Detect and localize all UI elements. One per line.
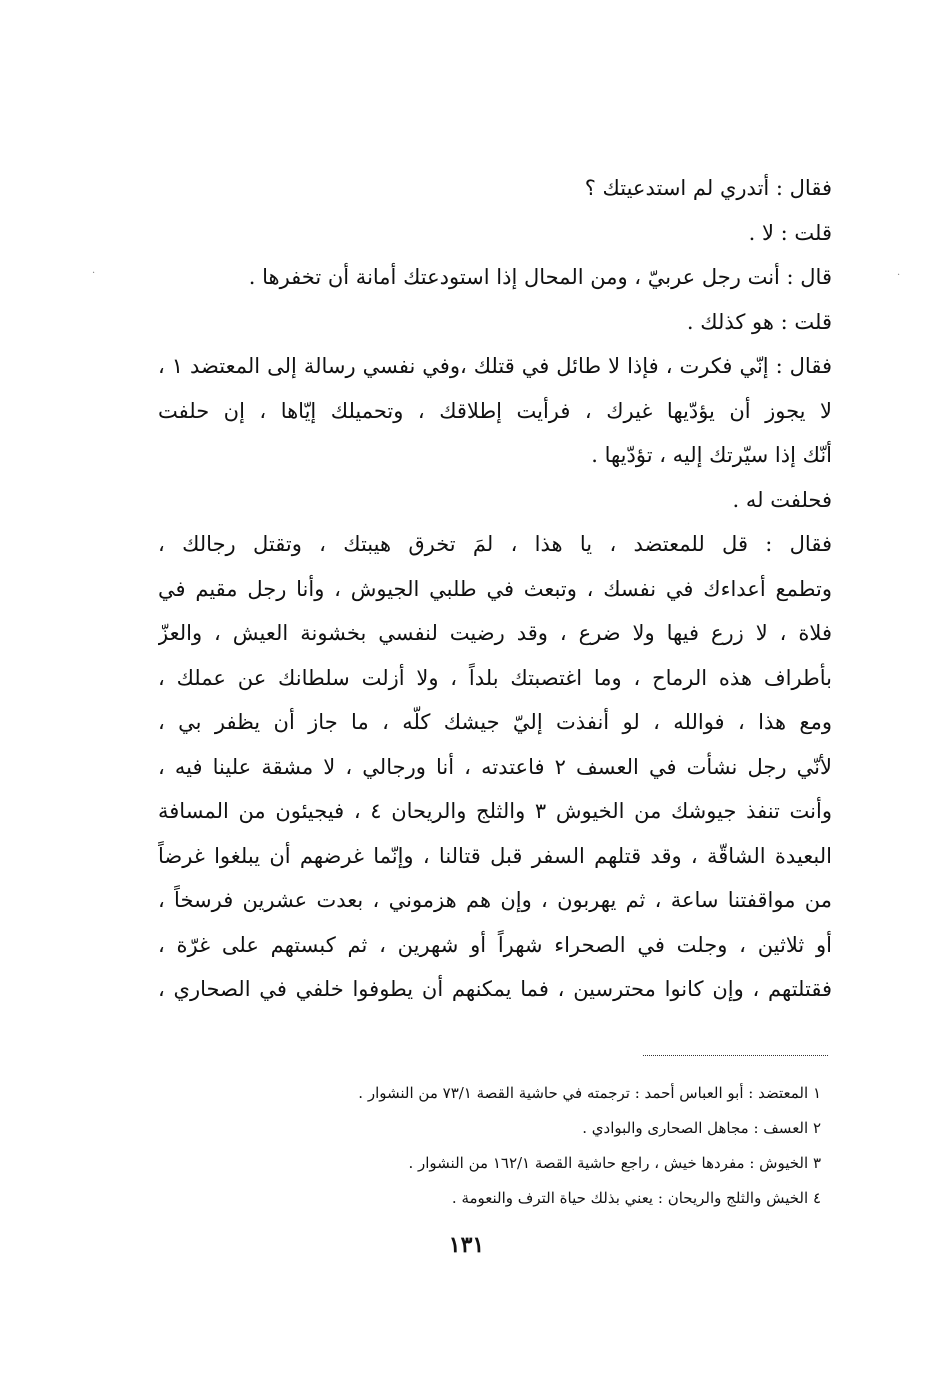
text-line: فقال : إنّي فكرت ، فإذا لا طائل في قتلك ،وفي نفسي رسالة إلى المعتضد ١ ،	[158, 354, 832, 378]
footnote: ١ المعتضد : أبو العباس أحمد : ترجمته في حاشية القصة ٧٣/١ من النشوار .	[358, 1084, 821, 1102]
text-line: قلت : لا .	[748, 220, 832, 245]
footnote: ٣ الخيوش : مفردها خيش ، راجع حاشية القصة ١٦٢/١ من النشوار .	[408, 1154, 821, 1172]
text-line: لأنّي رجل نشأت في العسف ٢ فاعتدته ، أنا ورجالي ، لا مشقة علينا فيه ،	[158, 754, 832, 779]
text-line: من مواقفتنا ساعة ، ثم يهربون ، وإن هم هزموني ، بعدت عشرين فرسخاً ،	[158, 888, 832, 912]
text-line: فحلفت له .	[732, 487, 832, 512]
text-line: أنّك إذا سيّرتك إليه ، تؤدّيها .	[591, 443, 832, 467]
text-line: ومع هذا ، فوالله ، لو أنفذت إليّ جيشك كلّه ، ما جاز أن يظفر بي ،	[158, 710, 832, 734]
text-line: أو ثلاثين ، وجلت في الصحراء شهراً أو شهرين ، ثم كبستهم على غرّة ،	[158, 932, 832, 957]
page-number: ١٣١	[448, 1232, 485, 1258]
footnote: ٤ الخيش والثلج والريحان : يعني بذلك حياة الترف والنعومة .	[451, 1189, 821, 1207]
footnote-separator	[643, 1055, 828, 1056]
text-line: فلاة ، لا زرع فيها ولا ضرع ، وقد رضيت لنفسي بخشونة العيش ، والعزّ	[158, 621, 832, 645]
footnotes	[181, 1076, 821, 1216]
text-line: بأطراف هذه الرماح ، وما اغتصبتك بلداً ، ولا أزلت سلطانك عن عملك ،	[158, 665, 832, 690]
scan-speck: ·	[92, 268, 96, 279]
text-line: قال : أنت رجل عربيّ ، ومن المحال إذا استودعتك أمانة أن تخفرها .	[248, 265, 832, 289]
scan-speck: ·	[897, 270, 901, 281]
body-text	[158, 166, 832, 1012]
text-line: فقال : أتدري لم استدعيتك ؟	[584, 176, 832, 200]
text-line: فقتلتهم ، وإن كانوا محترسين ، فما يمكنهم أن يطوفوا خلفي في الصحاري ،	[158, 977, 832, 1001]
text-line: قلت : هو كذلك .	[686, 309, 832, 334]
text-line: وأنت تنفذ جيوشك من الخيوش ٣ والثلج والريحان ٤ ، فيجيئون من المسافة	[158, 799, 832, 823]
text-line: فقال : قل للمعتضد ، يا هذا ، لمَ تخرق هيبتك ، وتقتل رجالك ،	[158, 532, 832, 556]
footnote: ٢ العسف : مجاهل الصحارى والبوادي .	[582, 1119, 821, 1137]
text-line: البعيدة الشاقّة ، وقد قتلهم السفر قبل قتالنا ، وإنّما غرضهم أن يبلغوا غرضاً	[158, 843, 832, 868]
text-line: لا يجوز أن يؤدّيها غيرك ، فرأيت إطلاقك ، وتحميلك إيّاها ، إن حلفت	[158, 398, 832, 423]
text-line: وتطمع أعداءك في نفسك ، وتبعث في طلبي الجيوش ، وأنا رجل مقيم في	[158, 576, 832, 601]
